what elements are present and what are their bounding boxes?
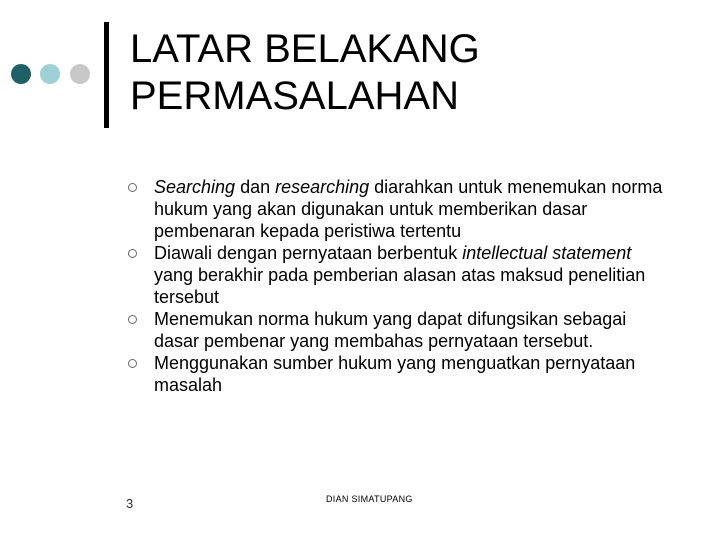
slide-number: 3 — [126, 496, 134, 511]
slide-title — [130, 26, 480, 120]
slide-title-line-2: PERMASALAHAN — [130, 74, 459, 118]
bullet-1-text-b: diarahkan untuk menemukan norma hukum yang akan digunakan untuk memberikan dasar pembenaran kepada peristiwa tertentu — [154, 177, 663, 241]
bullet-1-text-a: dan — [235, 177, 276, 197]
bullet-3-text: Menemukan norma hukum yang dapat difungsikan sebagai dasar pembenar yang membahas pernyataan tersebut. — [154, 309, 627, 351]
bullet-1-emphasis-researching: researching — [275, 177, 370, 197]
footer-author: DIAN SIMATUPANG — [326, 494, 413, 504]
title-divider-bar — [104, 22, 109, 128]
dot-gray — [70, 64, 90, 84]
circle-bullet-icon — [128, 249, 137, 258]
slide-title-line-1: LATAR BELAKANG — [130, 27, 480, 71]
bullet-item-4 — [128, 352, 668, 396]
circle-bullet-icon — [128, 359, 137, 368]
dot-light-teal — [40, 64, 60, 84]
decorative-dots — [0, 0, 100, 100]
circle-bullet-icon — [128, 315, 137, 324]
bullet-2-emphasis: intellectual statement — [462, 243, 632, 263]
circle-bullet-icon — [128, 183, 137, 192]
bullet-4-text: Menggunakan sumber hukum yang menguatkan pernyataan masalah — [154, 353, 636, 395]
bullet-2-text-a: Diawali dengan pernyataan berbentuk — [154, 243, 463, 263]
bullet-item-3 — [128, 308, 668, 352]
bullet-1-emphasis-searching: Searching — [154, 177, 236, 197]
dot-dark-teal — [11, 64, 31, 84]
bullet-item-1 — [128, 176, 668, 242]
bullet-list — [128, 176, 668, 396]
bullet-2-text-b: yang berakhir pada pemberian alasan atas maksud penelitian tersebut — [154, 265, 646, 307]
bullet-item-2 — [128, 242, 668, 308]
